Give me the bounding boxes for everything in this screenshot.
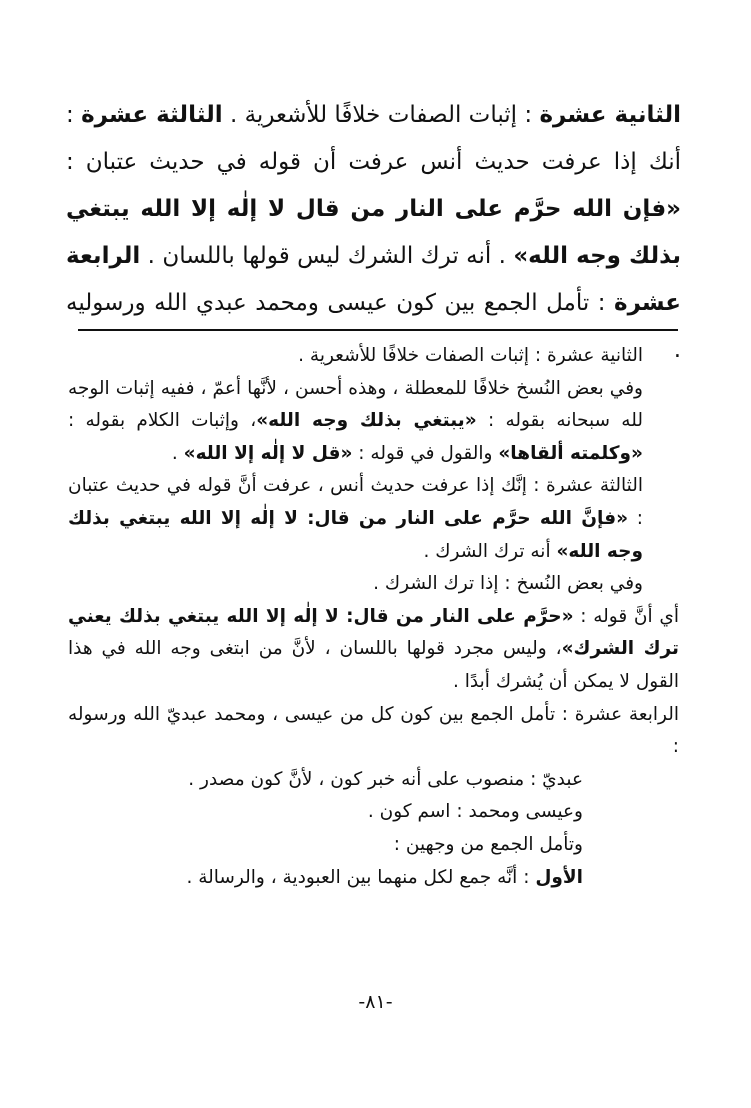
- main-text-fourteenth: : تأمل الجمع بين كون عيسى ومحمد عبدي الله ورسوليه .: [66, 290, 681, 363]
- note-paragraph: [68, 373, 679, 471]
- footnote-divider: [78, 329, 678, 331]
- note-paragraph: وتأمل الجمع من وجهين :: [393, 833, 583, 855]
- note-paragraph: وعيسى ومحمد : اسم كون .: [367, 801, 583, 823]
- note-text: ، وليس مجرد قولها باللسان ، لأنَّ من ابتغى وجه الله في هذا القول لا يمكن أن يُشرك أبدًا .: [68, 638, 679, 692]
- main-text: [66, 92, 681, 374]
- note-quote: «يبتغي بذلك وجه الله»: [256, 410, 477, 432]
- commentary: [68, 340, 679, 894]
- note-paragraph: وفي بعض النُسخ : إذا ترك الشرك .: [373, 573, 643, 595]
- note-text: الثالثة عشرة : إنَّك إذا عرفت حديث أنس ، عرفت أنَّ قوله في حديث عتبان :: [68, 475, 643, 529]
- note-quote: «فإنَّ الله حرَّم على النار من قال: لا إلٰه إلا الله يبتغي بذلك وجه الله»: [68, 507, 643, 562]
- note-quote: «حرَّم على النار من قال: لا إلٰه إلا الله يبتغي بذلك يعني ترك الشرك»: [68, 605, 679, 660]
- note-paragraph: الرابعة عشرة : تأمل الجمع بين كون كل من عيسى ، ومحمد عبديّ الله ورسوله :: [68, 703, 679, 758]
- main-text-thirteenth: : أنك إذا عرفت حديث أنس عرفت أن قوله في حديث عتبان :: [66, 102, 681, 175]
- hadith-quote: «فإن الله حرَّم على النار من قال لا إلٰه إلا الله يبتغي بذلك وجه الله»: [66, 196, 682, 269]
- main-text-twelfth: : إثبات الصفات خلافًا للأشعرية .: [229, 102, 533, 128]
- note-text: أنه ترك الشرك .: [423, 540, 551, 562]
- note-text: وفي بعض النُسخ خلافًا للمعطلة ، وهذه أحسن ، لأنَّها أعمّ ، ففيه إثبات الوجه لله سبحانه بقوله :: [68, 377, 643, 432]
- main-text-thirteenth-end: . أنه ترك الشرك ليس قولها باللسان .: [147, 243, 506, 269]
- note-quote: «وكلمته ألقاها»: [498, 442, 643, 464]
- note-paragraph: عبديّ : منصوب على أنه خبر كون ، لأنَّ كون مصدر .: [188, 768, 583, 790]
- note-text: .: [171, 442, 178, 464]
- note-text: ، وإثبات الكلام بقوله :: [68, 410, 257, 432]
- note-paragraph: الثانية عشرة : إثبات الصفات خلافًا للأشعرية .: [298, 345, 643, 366]
- note-text: أي أنَّ قوله :: [580, 605, 679, 627]
- page-number: -٨١-: [358, 991, 393, 1013]
- heading-thirteenth: الثالثة عشرة: [81, 102, 223, 128]
- heading-twelfth: الثانية عشرة: [539, 102, 682, 128]
- note-text: : أنَّه جمع لكل منهما بين العبودية ، والرسالة .: [186, 866, 530, 888]
- note-paragraph: [68, 862, 679, 895]
- note-text: والقول في قوله :: [358, 442, 493, 464]
- note-quote: «قل لا إلٰه إلا الله»: [183, 442, 353, 464]
- note-heading-first: الأول: [535, 866, 583, 888]
- note-paragraph: [68, 470, 679, 568]
- note-paragraph: [68, 601, 679, 699]
- heading-fourteenth: الرابعة عشرة: [66, 243, 682, 316]
